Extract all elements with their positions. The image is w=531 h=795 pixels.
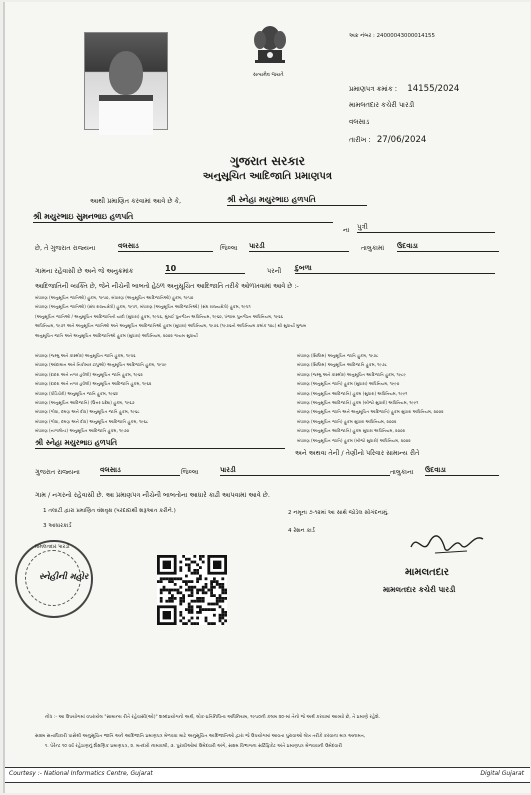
law-item: બંધારણ (સિક્કિમ) અનુસૂચિત આદિજાતિ હુકમ, ૧૯૭૮ — [297, 362, 388, 368]
basis-item: 2 નમૂના ૭-૧૨માં આ સાથે જોડેલ સોગંદનામું. — [288, 510, 389, 516]
taluka-label: તાલુકામાં — [361, 244, 385, 252]
cert-number: 14155/2024 — [407, 84, 460, 94]
law-item: અધિનિયમ, ૧૯૭૧ અને અનુસૂચિત જાતિઓ અને અનુસૂચિત આદિજાતિઓ હુકમ (સુધારા) અધિનિયમ, ૧૯૭૬ (૧૯૭૬નો અધિનિયમ ક્રમાંક ૧૦૮) થી સુધાર્યા મુજબ — [35, 323, 307, 329]
footer-brand: Digital Gujarat — [480, 770, 524, 777]
law-item: બંધારણ (અનુસૂચિત જાતિ અને અનુસૂચિત આદિજાતિ) હુકમ સુધારા અધિનિયમ, ૨૦૦૨ — [297, 409, 444, 415]
village-value-2: ઉદવાડા — [425, 466, 499, 476]
qr-code — [157, 555, 227, 625]
date-label: તારીખ : — [349, 136, 371, 144]
national-emblem-icon — [245, 20, 295, 78]
issue-text: ગામ / નગરનો રહેવાસી છે. આ પ્રમાણપત્ર નીચેની બાબતોના આધારે કાઢી આપવામાં આવે છે. — [35, 491, 270, 499]
law-item: બંધારણ (નાગાલેન્ડ) અનુસૂચિત આદિજાતિ હુકમ, ૧૯૭૦ — [35, 428, 130, 434]
family-text: અને અથવા તેની / તેણીનો પરિવાર સામાન્ય રીતે — [295, 449, 420, 457]
laws-left-list — [35, 351, 260, 436]
law-item: અનુસૂચિત જાતિ અને અનુસૂચિત આદિજાતિઓ હુકમ (સુધારા) અધિનિયમ, ૨૦૦૨ ગાયબ સુધાર્યા — [35, 332, 198, 338]
law-item: બંધારણ (પોંડિચેરી) અનુસૂચિત જાતિ હુકમ, ૧૯૬૪ — [35, 390, 118, 396]
basis-item: 4 રેશન કાર્ડ — [288, 528, 315, 534]
note-3: ૧. પેરેન્ટ ૧૦ વર્ષ રહેઠાણનું શૈક્ષણિક પ્રમાણપત્ર, ૨. મતદારો નામાવલી, ૩. પુરાવીઓમાં ઉમેદવારી અંગે, સક્ષમ વિભાગના સર્ટિફિકેટ અંતે પ્રમાણપત્ર મેળવવાની ઉમેદવારી — [45, 744, 343, 749]
laws-top-list — [35, 293, 505, 340]
ack-number: અક્ર નંબર : 24000043000014155 — [349, 33, 435, 39]
district-label: જિલ્લા — [220, 244, 238, 252]
law-item: (અનુસૂચિત જાતિઓ / અનુસૂચિત આદિજાતિની યાદી (સુધારા) હુકમ, ૧૯૫૬, મુંબઈ પુનર્ગઠન અધિનિયમ, ૧૯૬૦, પંજાબ પુનર્ગઠન અધિનિયમ, ૧૯૬૬ — [35, 313, 283, 319]
state-prefix: છે, તે ગુજરાત રાજ્યના — [35, 244, 96, 252]
taluka-label-2: તાલુકાના — [390, 468, 414, 476]
footer-courtesy: Courtesy :- National Informatics Centre, Gujarat — [9, 770, 153, 777]
district-value-2: વલસાડ — [100, 466, 180, 476]
laws-right-list — [297, 351, 507, 445]
law-item: બંધારણ (અનુસૂચિત આદિજાતિ) હુકમ (બીજો સુધારો) અધિનિયમ, ૧૯૯૧ — [297, 400, 419, 406]
gaam-prefix: ગામના રહેવાસી છે અને જે અનુક્રમાંક — [35, 267, 134, 275]
state-prefix-2: ગુજરાત રાજ્યના — [35, 468, 80, 476]
law-item: બંધારણ (અનુસૂચિત જાતિ) હુકમ સુધારા અધિનિયમ, ૨૦૦૨ — [297, 418, 397, 424]
law-item: બંધારણ (દાદરા અને નગર હવેલી) અનુસૂચિત જાતિ હુકમ, ૧૯૬૨ — [35, 371, 143, 377]
basis-item: 3 આધારકાર્ડ — [43, 523, 72, 529]
law-item: બંધારણ (સિક્કિમ) અનુસૂચિત જાતિ હુકમ, ૧૯૭૮ — [297, 353, 379, 358]
law-item: બંધારણ (અનુસૂચિત આદિજાતિ) હુકમ (સુધારા) અધિનિયમ, ૧૯૯૧ — [297, 390, 408, 396]
note-1: નોંધ :- આ ઉપયોગમાં વપરાયેલ "સામાન્ય રીતે રહેવાસી(ઓ)" શબ્દપ્રયોગનો અર્થ, લોક-પ્રતિનિધિત્વ અધિનિયમ, ૧૯૫૦ની કલમ ૨૦-માં તેનો જે અર્થ કરવામાં આવ્યો છે, તે પ્રમાણે રહેશે. — [45, 715, 381, 720]
law-item: બંધારણ (અનુસૂચિત આદિજાતિ) હુકમ સુધારા અધિનિયમ, ૨૦૦૨ — [297, 428, 406, 434]
law-item: બંધારણ (અનુસૂચિત જાતિ) હુકમ (બીજો સુધારો) અધિનિયમ, ૨૦૦૨ — [297, 437, 411, 443]
basis-item: 1 તલાટી દ્વારા પ્રમાણિત વંશવૃક્ષ (પરદાદાથી શરૂઆત કરીને.) — [43, 508, 176, 514]
village-value: ઉદવાડા — [397, 242, 499, 252]
cert-number-label: પ્રમાણપત્ર ક્રમાંક : — [349, 85, 398, 93]
applicant-photo — [84, 32, 168, 130]
district-label-2: જિલ્લા — [181, 468, 199, 476]
header-district: વલસાડ — [349, 118, 370, 126]
holder-name-repeat: શ્રી સ્નેહા મયુરભાઇ હળપતિ — [35, 438, 285, 449]
header-office: મામલતદાર કચેરી પારડી — [349, 101, 415, 109]
parni-label: પરની — [267, 267, 282, 275]
law-item: બંધારણ (અનુસૂચિત આદિજાતિ) (ઉત્તર પ્રદેશ) હુકમ, ૧૯૬૭ — [35, 400, 135, 406]
signatory-title: મામલતદાર — [405, 567, 449, 578]
cert-number-row — [349, 84, 459, 94]
govt-title: ગુજરાત સરકાર — [230, 154, 305, 168]
law-item: બંધારણ (ગોવા, દમણ અને દીવ) અનુસૂચિત આદિજાતિ હુકમ, ૧૯૬૮ — [35, 418, 149, 424]
law-item: બંધારણ (અનુસૂચિત જાતિઓ) (સંઘ રાજ્યક્ષેત્રો) હુકમ, ૧૯૫૧, બંધારણ (અનુસૂચિત આદિજાતિઓ) (સંઘ રાજ્યક્ષેત્રો) હુકમ, ૧૯૫૧ — [35, 304, 251, 310]
subdistrict-value-2: પારડી — [220, 466, 390, 476]
date-row — [349, 135, 426, 145]
certify-prefix: આથી પ્રમાણિત કરવામાં આવે છે કે, — [90, 197, 182, 205]
note-2: સક્ષમ સત્તાધિકારી પાસેથી અનુસૂચિત જાતિ અને આદિજાતિ પ્રમાણપત્ર મેળવવા માટે અનુસૂચિત આદિજાતિઓ દ્વારા જે ઉપયોગમાં આવતા પુરાવાઓ લેખ તરીકે કરવાના માત્ર અનામત, — [35, 734, 366, 739]
law-item: બંધારણ (દાદરા અને નગર હવેલી) અનુસૂચિત આદિજાતિ હુકમ, ૧૯૬૨ — [35, 381, 152, 387]
law-item: બંધારણ (જમ્મુ અને કાશ્મીર) અનુસૂચિત જાતિ હુકમ, ૧૯૫૬ — [35, 353, 136, 358]
law-item: બંધારણ (ગોવા, દમણ અને દીવ) અનુસૂચિત જાતિ હુકમ, ૧૯૬૮ — [35, 409, 140, 415]
tribe-suffix: આદિજાતિની વ્યક્તિ છે, જેને નીચેની બાબતો હેઠળ અનુસૂચિત આદિજાતિ તરીકે ઓળખવામાં આવે છે :- — [35, 282, 299, 290]
law-item: બંધારણ (અનુસૂચિત જાતિઓ) હુકમ, ૧૯૫૦, બંધારણ (અનુસૂચિત આદિજાતિઓ) હુકમ, ૧૯૫૦ — [35, 295, 194, 300]
emblem-caption: સત્યમેવ જયતે — [253, 72, 284, 78]
law-item: બંધારણ (અનુસૂચિત જાતિ) હુકમ (સુધારા) અધિનિયમ, ૧૯૯૦ — [297, 381, 400, 387]
signature-scribble-icon — [407, 525, 487, 561]
signatory-office: મામલતદાર કચેરી પારડી — [383, 585, 456, 594]
law-item: બંધારણ (જમ્મુ અને કાશ્મીર) અનુસૂચિત આદિજાતિ હુકમ, ૧૯૮૯ — [297, 371, 406, 377]
district-value: વલસાડ — [118, 242, 213, 252]
law-item: બંધારણ (આંદામાન અને નિકોબાર ટાપુઓ) અનુસૂચિત આદિજાતિ હુકમ, ૧૯૫૯ — [35, 362, 167, 368]
certificate-sheet — [3, 2, 530, 793]
issue-date: 27/06/2024 — [376, 135, 427, 145]
holder-name: શ્રી સ્નેહા મયુરભાઇ હળપતિ — [227, 195, 367, 206]
tribe-name: દુબળા — [295, 264, 495, 274]
seal-center-text: સ્નેહીની મહોર — [39, 572, 89, 582]
subdistrict-value: પારડી — [249, 242, 349, 252]
serial-number: 10 — [165, 264, 245, 274]
footer-bar — [5, 767, 530, 783]
father-name: શ્રી મયુરભાઇ સુમનભાઇ હળપતિ — [33, 212, 333, 223]
certificate-title: અનુસૂચિત આદિજાતિ પ્રમાણપત્ર — [202, 171, 333, 182]
relation: પુત્રી — [357, 223, 495, 233]
photo-collar — [99, 95, 153, 135]
seal-ring-text: મામલતદાર પારડી — [34, 544, 70, 550]
photo-face — [109, 51, 143, 95]
na-label: ના — [343, 226, 350, 234]
